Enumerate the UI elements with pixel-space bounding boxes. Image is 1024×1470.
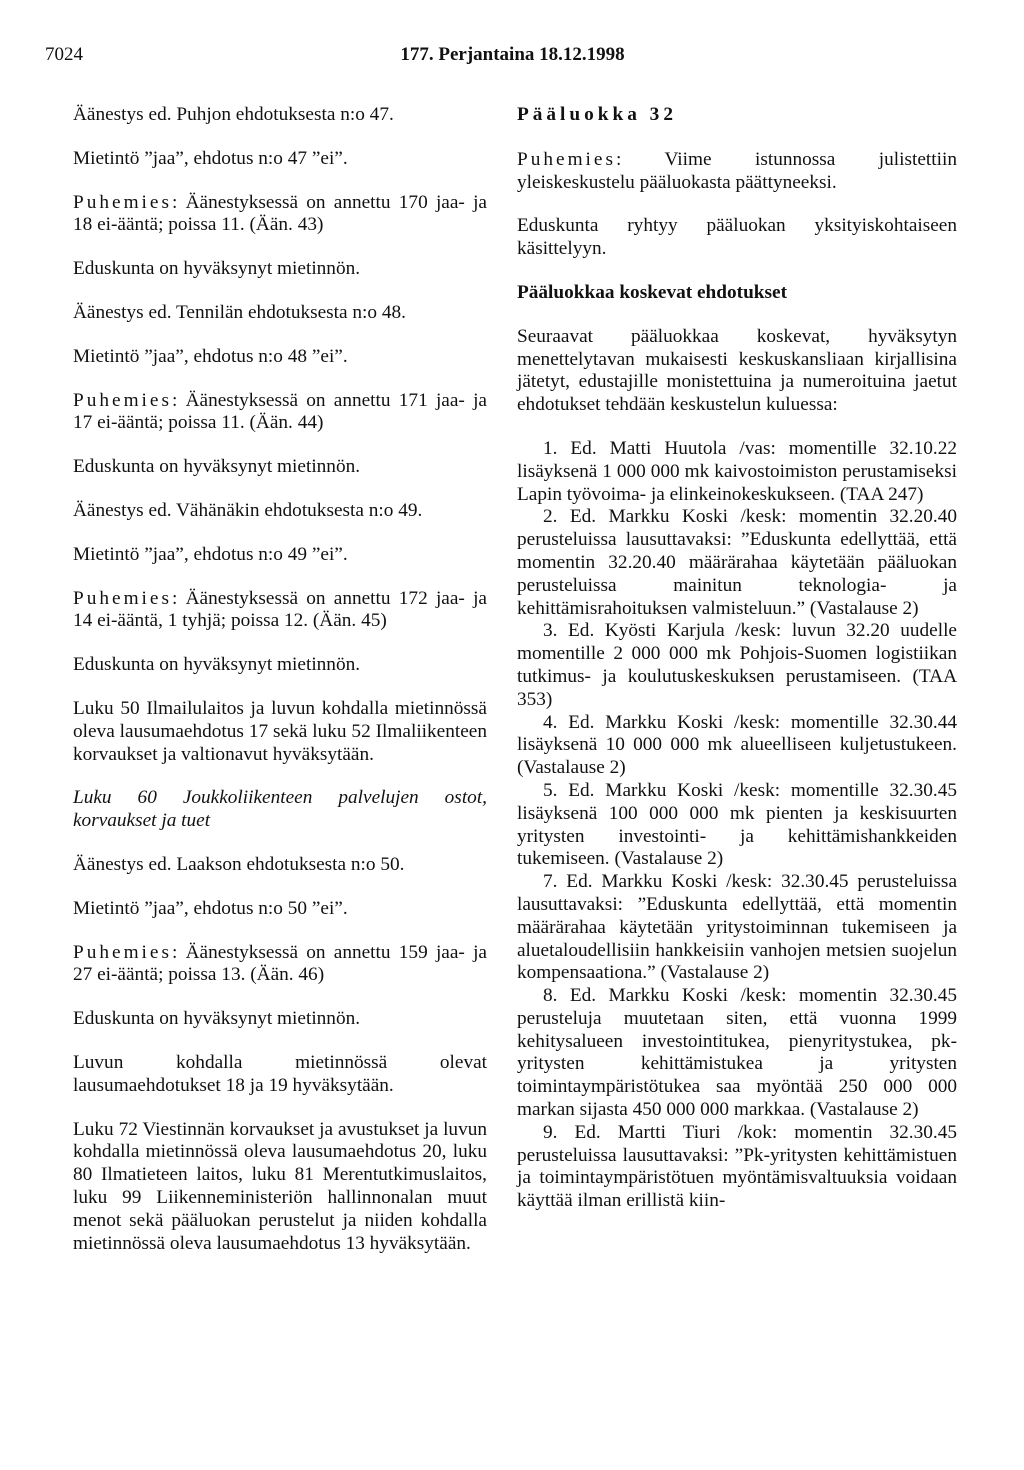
statement-proposals-paragraph: Luvun kohdalla mietinnössä olevat lausumaehdotukset 18 ja 19 hyväksytään. <box>73 1051 487 1096</box>
vote-3-result-text: : Äänestyksessä on annettu 172 jaa- ja 14 ei-ääntä, 1 tyhjä; poissa 12. (Ään. 45) <box>73 587 487 632</box>
proposal-item: 1. Ed. Matti Huutola /vas: momentille 32.10.22 lisäyksenä 1 000 000 mk kaivostoimiston perustamiseksi Lapin työvoima- ja elinkeinokeskukseen. (TAA 247) <box>517 437 957 505</box>
vote-4-result-text: : Äänestyksessä on annettu 159 jaa- ja 27 ei-ääntä; poissa 13. (Ään. 46) <box>73 941 487 986</box>
vote-2-outcome: Eduskunta on hyväksynyt mietinnön. <box>73 456 361 478</box>
proposal-list <box>517 438 957 1213</box>
proposal-item: 5. Ed. Markku Koski /kesk: momentille 32.30.45 lisäyksenä 100 000 000 mk pienten ja keskisuurten yritysten investointi- ja kehittämishankkeiden tukemiseen. (Vastalause 2) <box>517 779 957 870</box>
vote-2-result <box>73 390 487 436</box>
speaker-label: Puhemies <box>73 941 172 963</box>
chapter-60-heading: Luku 60 Joukkoliikenteen palvelujen ostot, korvaukset ja tuet <box>73 787 487 832</box>
proposals-subheading: Pääluokkaa koskevat ehdotukset <box>517 281 787 303</box>
proposal-item: 3. Ed. Kyösti Karjula /kesk: luvun 32.20 uudelle momentille 2 000 000 mk Pohjois-Suomen logistiikan tutkimus- ja koulutuskeskuksen perustamiseen. (TAA 353) <box>517 620 957 710</box>
vote-4-outcome: Eduskunta on hyväksynyt mietinnön. <box>73 1008 361 1030</box>
vote-1-result-text: : Äänestyksessä on annettu 170 jaa- ja 18 ei-ääntä; poissa 11. (Ään. 43) <box>73 191 487 236</box>
speaker-label: Puhemies <box>73 191 172 213</box>
vote-1-result <box>73 192 487 238</box>
proposal-item: 9. Ed. Martti Tiuri /kok: momentin 32.30.45 perusteluissa lausuttavaksi: ”Pk-yritysten kehittämistuen ja toimintaympäristötuen myöntämisvaltuuksia voidaan käyttää ilman erillistä kiin- <box>517 1121 957 1212</box>
vote-4-result <box>73 942 487 988</box>
speaker-paragraph-text: : Viime istunnossa julistettiin yleiskeskustelu pääluokasta päättyneeksi. <box>517 148 957 193</box>
vote-2-result-text: : Äänestyksessä on annettu 171 jaa- ja 17 ei-ääntä; poissa 11. (Ään. 44) <box>73 389 487 434</box>
speaker-label: Puhemies <box>517 148 616 170</box>
proposal-item: 2. Ed. Markku Koski /kesk: momentin 32.20.40 perusteluissa lausuttavaksi: ”Eduskunta edellyttää, että momentin 32.20.40 määrärahaa käytetään pääluokan perusteluissa mainitun teknologia- ja kehittämisrahoituksen valmisteluun.” (Vastalause 2) <box>517 506 957 619</box>
vote-4-ballot: Mietintö ”jaa”, ehdotus n:o 50 ”ei”. <box>73 897 348 919</box>
vote-2-ballot: Mietintö ”jaa”, ehdotus n:o 48 ”ei”. <box>73 345 348 367</box>
page-number: 7024 <box>45 44 83 65</box>
page-header <box>45 44 980 68</box>
proposal-item: 8. Ed. Markku Koski /kesk: momentin 32.30.45 perusteluja muutetaan siten, että vuonna 1999 kehitysalueen investointitukea, pienyritystukea, pk-yritysten kehittämistukea ja yritysten toimintaympäristötukea saa myöntää 250 000 000 markan sijasta 450 000 000 markkaa. (Vastalause 2) <box>517 985 957 1121</box>
vote-1-outcome: Eduskunta on hyväksynyt mietinnön. <box>73 258 361 280</box>
chapter-50-paragraph: Luku 50 Ilmailulaitos ja luvun kohdalla mietinnössä oleva lausumaehdotus 17 sekä luku 52 Ilmaliikenteen korvaukset ja valtionavut hyväksytään. <box>73 697 487 765</box>
proposals-intro: Seuraavat pääluokkaa koskevat, hyväksytyn menettelytavan mukaisesti keskuskansliaan kirjallisina jätetyt, edustajille monistettuina ja numeroituina jaetut ehdotukset tehdään keskustelun kuluessa: <box>517 325 957 416</box>
proposal-item: 4. Ed. Markku Koski /kesk: momentille 32.30.44 lisäyksenä 10 000 000 mk alueelliseen kuljetustukeen. (Vastalause 2) <box>517 711 957 779</box>
proposal-item: 7. Ed. Markku Koski /kesk: 32.30.45 perusteluissa lausuttavaksi: ”Eduskunta edellyttää, että momentin määrärahaa käytetään yritystoiminnan tukemiseen ja aluetaloudellisiin hankkeisiin vanhojen metsien suojelun kompensaationa.” (Vastalause 2) <box>517 871 957 984</box>
vote-3-outcome: Eduskunta on hyväksynyt mietinnön. <box>73 654 361 676</box>
running-title: 177. Perjantaina 18.12.1998 <box>400 44 625 65</box>
left-column <box>73 104 487 1276</box>
vote-2-intro: Äänestys ed. Tennilän ehdotuksesta n:o 48. <box>73 301 406 323</box>
speaker-label: Puhemies <box>73 389 172 411</box>
vote-1-ballot: Mietintö ”jaa”, ehdotus n:o 47 ”ei”. <box>73 147 348 169</box>
speaker-label: Puhemies <box>73 587 172 609</box>
vote-3-ballot: Mietintö ”jaa”, ehdotus n:o 49 ”ei”. <box>73 543 348 565</box>
chapter-72-paragraph: Luku 72 Viestinnän korvaukset ja avustukset ja luvun kohdalla mietinnössä oleva lausumaehdotus 20, luku 80 Ilmatieteen laitos, luku 81 Merentutkimuslaitos, luku 99 Liikenneministeriön hallinnonalan muut menot sekä pääluokan perustelut ja niiden kohdalla mietinnössä oleva lausumaehdotus 13 hyväksytään. <box>73 1118 487 1254</box>
vote-3-result <box>73 588 487 634</box>
speaker-paragraph <box>517 149 957 195</box>
detailed-handling-paragraph: Eduskunta ryhtyy pääluokan yksityiskohtaiseen käsittelyyn. <box>517 215 957 260</box>
vote-1-intro: Äänestys ed. Puhjon ehdotuksesta n:o 47. <box>73 104 394 125</box>
vote-3-intro: Äänestys ed. Vähänäkin ehdotuksesta n:o 49. <box>73 499 423 521</box>
vote-4-intro: Äänestys ed. Laakson ehdotuksesta n:o 50. <box>73 853 405 875</box>
right-column <box>517 104 957 1213</box>
main-class-heading: Pääluokka 32 <box>517 104 677 125</box>
